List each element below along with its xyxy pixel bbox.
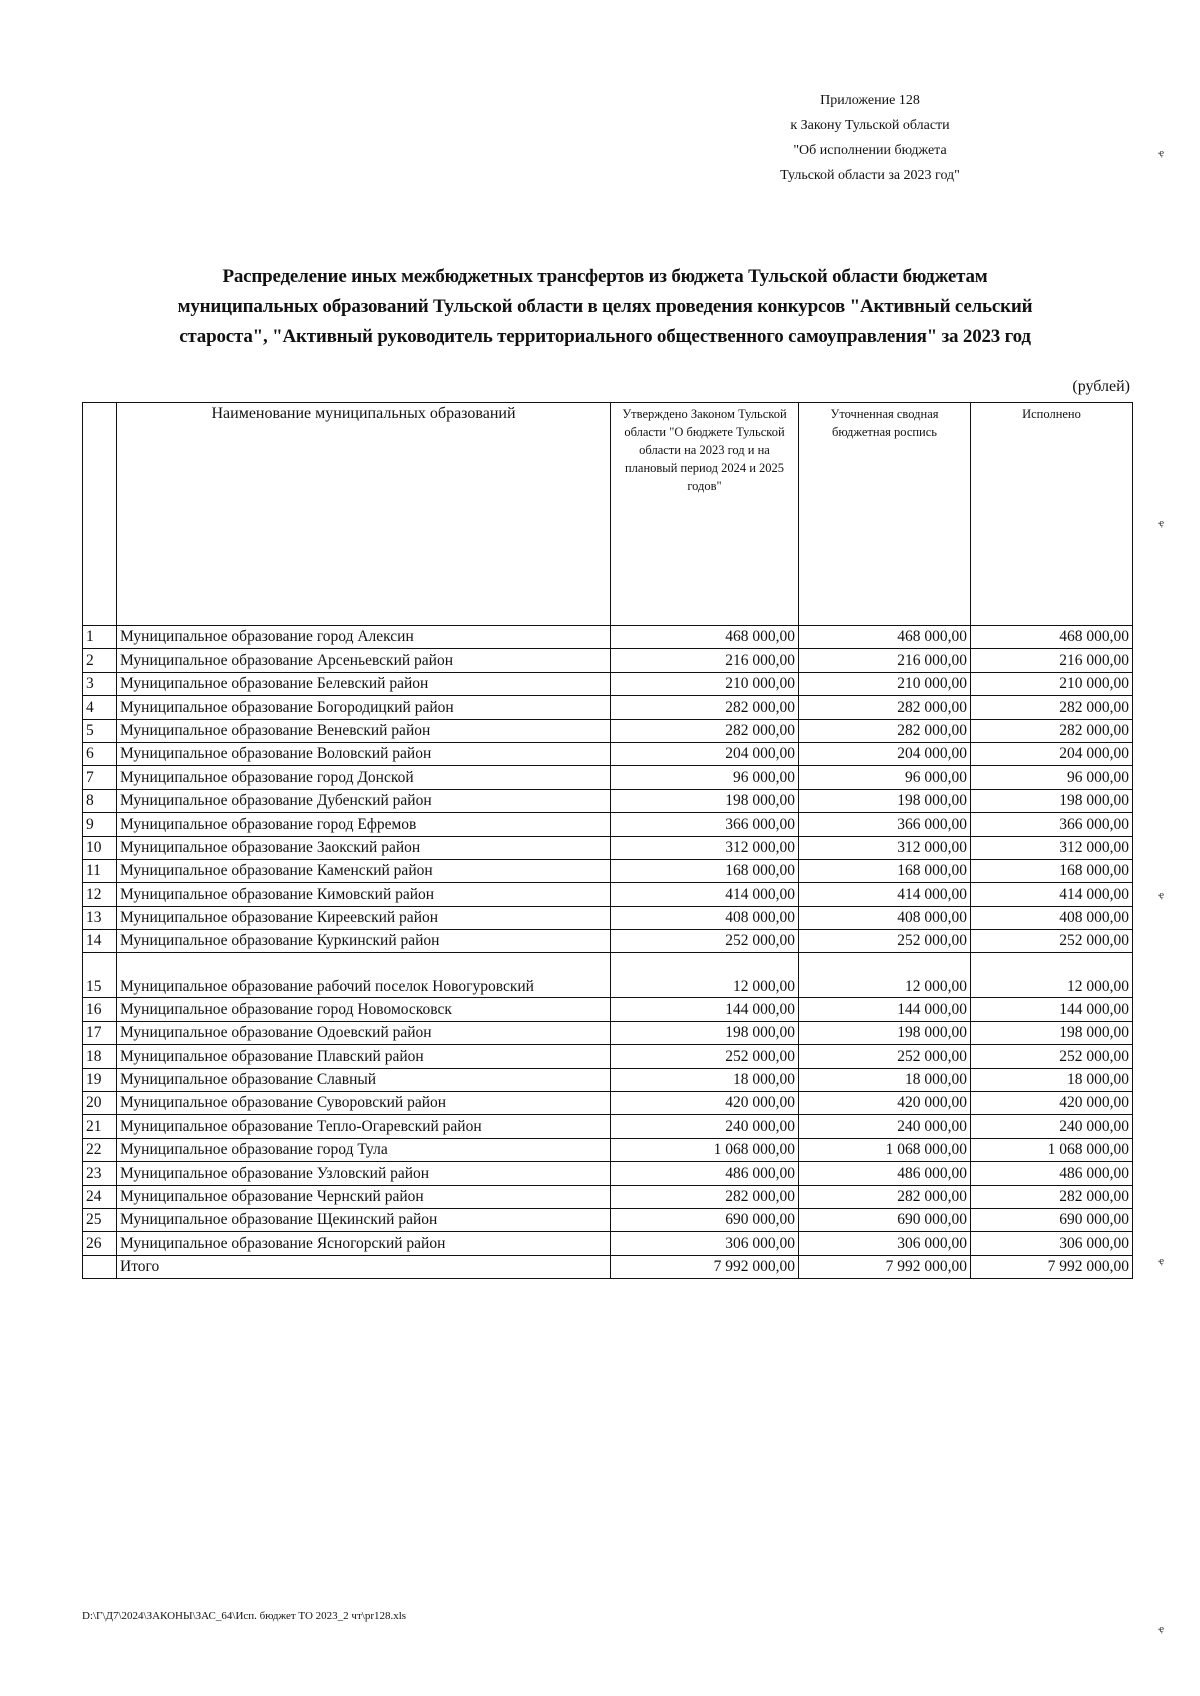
- row-index: 21: [83, 1115, 117, 1138]
- row-executed: 18 000,00: [971, 1068, 1133, 1091]
- row-name: Муниципальное образование Каменский район: [117, 859, 611, 882]
- row-index: 20: [83, 1092, 117, 1115]
- row-index: 18: [83, 1045, 117, 1068]
- margin-mark: ҿ: [1158, 888, 1165, 901]
- row-revised: 210 000,00: [799, 672, 971, 695]
- row-index: 17: [83, 1021, 117, 1044]
- margin-mark: ҿ: [1158, 1254, 1165, 1267]
- row-executed: 366 000,00: [971, 813, 1133, 836]
- row-revised: 240 000,00: [799, 1115, 971, 1138]
- row-approved: 18 000,00: [611, 1068, 799, 1091]
- title-line: Распределение иных межбюджетных трансфертов из бюджета Тульской области бюджетам: [222, 266, 988, 287]
- table-row: [83, 883, 1133, 906]
- row-index: 26: [83, 1232, 117, 1255]
- row-approved: 216 000,00: [611, 649, 799, 672]
- row-executed: 306 000,00: [971, 1232, 1133, 1255]
- margin-mark: ҿ: [1158, 1622, 1165, 1635]
- row-approved: 198 000,00: [611, 789, 799, 812]
- table-row: [83, 742, 1133, 765]
- table-row: [83, 1185, 1133, 1208]
- row-executed: 690 000,00: [971, 1208, 1133, 1231]
- row-executed: 312 000,00: [971, 836, 1133, 859]
- table-row: [83, 1162, 1133, 1185]
- row-index: 11: [83, 859, 117, 882]
- row-executed: 282 000,00: [971, 1185, 1133, 1208]
- row-index: [83, 1255, 117, 1278]
- row-executed: 216 000,00: [971, 649, 1133, 672]
- table-row: [83, 1115, 1133, 1138]
- row-index: 7: [83, 766, 117, 789]
- row-executed: 408 000,00: [971, 906, 1133, 929]
- row-name: Муниципальное образование Дубенский район: [117, 789, 611, 812]
- row-approved: 240 000,00: [611, 1115, 799, 1138]
- row-revised: 468 000,00: [799, 626, 971, 649]
- row-revised: 216 000,00: [799, 649, 971, 672]
- row-executed: 96 000,00: [971, 766, 1133, 789]
- row-name: Муниципальное образование Суворовский район: [117, 1092, 611, 1115]
- row-name: Муниципальное образование Белевский район: [117, 672, 611, 695]
- row-revised: 1 068 000,00: [799, 1138, 971, 1161]
- row-revised: 420 000,00: [799, 1092, 971, 1115]
- row-approved: 312 000,00: [611, 836, 799, 859]
- row-executed: 168 000,00: [971, 859, 1133, 882]
- appendix-line: к Закону Тульской области: [790, 118, 950, 133]
- row-executed: 1 068 000,00: [971, 1138, 1133, 1161]
- row-index: 24: [83, 1185, 117, 1208]
- row-approved: 282 000,00: [611, 1185, 799, 1208]
- row-index: 5: [83, 719, 117, 742]
- row-index: 25: [83, 1208, 117, 1231]
- title-line: муниципальных образований Тульской области в целях проведения конкурсов "Активный сельский: [177, 296, 1033, 317]
- row-name: Муниципальное образование Узловский район: [117, 1162, 611, 1185]
- row-index: 6: [83, 742, 117, 765]
- table-row: [83, 626, 1133, 649]
- table-row: [83, 813, 1133, 836]
- appendix-header: [720, 88, 1020, 188]
- appendix-line: "Об исполнении бюджета: [793, 143, 947, 158]
- table-row: [83, 1021, 1133, 1044]
- table-row: [83, 696, 1133, 719]
- row-revised: 252 000,00: [799, 1045, 971, 1068]
- row-approved: 96 000,00: [611, 766, 799, 789]
- row-revised: 144 000,00: [799, 998, 971, 1021]
- row-approved: 282 000,00: [611, 696, 799, 719]
- row-name: Муниципальное образование город Ефремов: [117, 813, 611, 836]
- row-approved: 1 068 000,00: [611, 1138, 799, 1161]
- row-name: Муниципальное образование Плавский район: [117, 1045, 611, 1068]
- row-name: Муниципальное образование Чернский район: [117, 1185, 611, 1208]
- row-approved: 252 000,00: [611, 930, 799, 953]
- table-row: [83, 836, 1133, 859]
- row-revised: 282 000,00: [799, 1185, 971, 1208]
- row-name: Итого: [117, 1255, 611, 1278]
- row-approved: 468 000,00: [611, 626, 799, 649]
- row-index: 10: [83, 836, 117, 859]
- table-row: [83, 859, 1133, 882]
- row-name: Муниципальное образование Заокский район: [117, 836, 611, 859]
- row-name: Муниципальное образование Куркинский район: [117, 930, 611, 953]
- row-revised: 168 000,00: [799, 859, 971, 882]
- transfers-table: [82, 402, 1133, 1279]
- row-name: Муниципальное образование Одоевский район: [117, 1021, 611, 1044]
- row-index: 8: [83, 789, 117, 812]
- row-revised: 282 000,00: [799, 696, 971, 719]
- row-executed: 282 000,00: [971, 719, 1133, 742]
- row-executed: 144 000,00: [971, 998, 1133, 1021]
- row-approved: 690 000,00: [611, 1208, 799, 1231]
- row-name: Муниципальное образование Кимовский район: [117, 883, 611, 906]
- row-revised: 18 000,00: [799, 1068, 971, 1091]
- file-path-footer: D:\Г\Д7\2024\ЗАКОНЫ\ЗАС_64\Исп. бюджет ТО 2023_2 чт\pr128.xls: [82, 1610, 407, 1622]
- margin-mark: ҿ: [1158, 516, 1165, 529]
- table-row: [83, 930, 1133, 953]
- table-row: [83, 953, 1133, 998]
- appendix-line: Тульской области за 2023 год": [780, 168, 960, 183]
- row-approved: 282 000,00: [611, 719, 799, 742]
- row-executed: 198 000,00: [971, 1021, 1133, 1044]
- row-revised: 12 000,00: [799, 953, 971, 998]
- row-index: 22: [83, 1138, 117, 1161]
- row-revised: 690 000,00: [799, 1208, 971, 1231]
- document-title: [80, 262, 1130, 352]
- row-name: Муниципальное образование город Донской: [117, 766, 611, 789]
- row-index: 15: [83, 953, 117, 998]
- row-name: Муниципальное образование Щекинский район: [117, 1208, 611, 1231]
- row-approved: 408 000,00: [611, 906, 799, 929]
- row-approved: 204 000,00: [611, 742, 799, 765]
- row-approved: 12 000,00: [611, 953, 799, 998]
- row-name: Муниципальное образование город Алексин: [117, 626, 611, 649]
- row-revised: 414 000,00: [799, 883, 971, 906]
- row-index: 9: [83, 813, 117, 836]
- row-executed: 414 000,00: [971, 883, 1133, 906]
- row-executed: 486 000,00: [971, 1162, 1133, 1185]
- row-index: 4: [83, 696, 117, 719]
- table-body: [83, 626, 1133, 1279]
- margin-mark: ҿ: [1158, 146, 1165, 159]
- row-executed: 198 000,00: [971, 789, 1133, 812]
- row-index: 16: [83, 998, 117, 1021]
- row-revised: 306 000,00: [799, 1232, 971, 1255]
- row-executed: 204 000,00: [971, 742, 1133, 765]
- row-revised: 7 992 000,00: [799, 1255, 971, 1278]
- row-executed: 252 000,00: [971, 930, 1133, 953]
- row-approved: 252 000,00: [611, 1045, 799, 1068]
- table-row: [83, 1208, 1133, 1231]
- row-revised: 198 000,00: [799, 1021, 971, 1044]
- row-approved: 198 000,00: [611, 1021, 799, 1044]
- row-executed: 252 000,00: [971, 1045, 1133, 1068]
- row-revised: 282 000,00: [799, 719, 971, 742]
- header-name: Наименование муниципальных образований: [117, 403, 611, 626]
- row-index: 14: [83, 930, 117, 953]
- row-name: Муниципальное образование Ясногорский район: [117, 1232, 611, 1255]
- row-name: Муниципальное образование город Тула: [117, 1138, 611, 1161]
- row-approved: 306 000,00: [611, 1232, 799, 1255]
- row-revised: 204 000,00: [799, 742, 971, 765]
- row-name: Муниципальное образование Киреевский район: [117, 906, 611, 929]
- title-line: староста", "Активный руководитель территориального общественного самоуправления" за 2023 год: [179, 326, 1031, 347]
- row-approved: 486 000,00: [611, 1162, 799, 1185]
- row-executed: 210 000,00: [971, 672, 1133, 695]
- row-revised: 96 000,00: [799, 766, 971, 789]
- table-row: [83, 1092, 1133, 1115]
- row-executed: 468 000,00: [971, 626, 1133, 649]
- row-name: Муниципальное образование Воловский район: [117, 742, 611, 765]
- row-name: Муниципальное образование Славный: [117, 1068, 611, 1091]
- header-revised: Уточненная сводная бюджетная роспись: [799, 403, 971, 626]
- row-name: Муниципальное образование Арсеньевский район: [117, 649, 611, 672]
- row-executed: 240 000,00: [971, 1115, 1133, 1138]
- row-name: Муниципальное образование рабочий поселок Новогуровский: [117, 953, 611, 998]
- row-approved: 414 000,00: [611, 883, 799, 906]
- row-index: 23: [83, 1162, 117, 1185]
- row-index: 2: [83, 649, 117, 672]
- row-name: Муниципальное образование город Новомосковск: [117, 998, 611, 1021]
- row-executed: 420 000,00: [971, 1092, 1133, 1115]
- row-revised: 252 000,00: [799, 930, 971, 953]
- table-row: [83, 719, 1133, 742]
- table-row: [83, 1138, 1133, 1161]
- table-row: [83, 998, 1133, 1021]
- row-approved: 168 000,00: [611, 859, 799, 882]
- row-revised: 312 000,00: [799, 836, 971, 859]
- header-executed: Исполнено: [971, 403, 1133, 626]
- row-index: 12: [83, 883, 117, 906]
- row-approved: 7 992 000,00: [611, 1255, 799, 1278]
- appendix-line: Приложение 128: [820, 93, 920, 108]
- row-index: 13: [83, 906, 117, 929]
- row-approved: 144 000,00: [611, 998, 799, 1021]
- table-row: [83, 1232, 1133, 1255]
- units-label: (рублей): [1072, 378, 1130, 395]
- row-executed: 282 000,00: [971, 696, 1133, 719]
- header-index: [83, 403, 117, 626]
- row-executed: 12 000,00: [971, 953, 1133, 998]
- table-row: [83, 766, 1133, 789]
- row-executed: 7 992 000,00: [971, 1255, 1133, 1278]
- table-row: [83, 906, 1133, 929]
- row-index: 1: [83, 626, 117, 649]
- table-row: [83, 672, 1133, 695]
- row-revised: 408 000,00: [799, 906, 971, 929]
- row-index: 3: [83, 672, 117, 695]
- table-header-row: [83, 403, 1133, 626]
- row-approved: 420 000,00: [611, 1092, 799, 1115]
- table-row: [83, 1045, 1133, 1068]
- header-approved: Утверждено Законом Тульской области "О бюджете Тульской области на 2023 год и на плановый период 2024 и 2025 годов": [611, 403, 799, 626]
- table-row: [83, 1068, 1133, 1091]
- table-row: [83, 789, 1133, 812]
- row-approved: 366 000,00: [611, 813, 799, 836]
- row-approved: 210 000,00: [611, 672, 799, 695]
- row-name: Муниципальное образование Тепло-Огаревский район: [117, 1115, 611, 1138]
- row-revised: 198 000,00: [799, 789, 971, 812]
- row-name: Муниципальное образование Веневский район: [117, 719, 611, 742]
- row-revised: 486 000,00: [799, 1162, 971, 1185]
- table-row: [83, 649, 1133, 672]
- row-index: 19: [83, 1068, 117, 1091]
- row-name: Муниципальное образование Богородицкий район: [117, 696, 611, 719]
- total-row: [83, 1255, 1133, 1278]
- row-revised: 366 000,00: [799, 813, 971, 836]
